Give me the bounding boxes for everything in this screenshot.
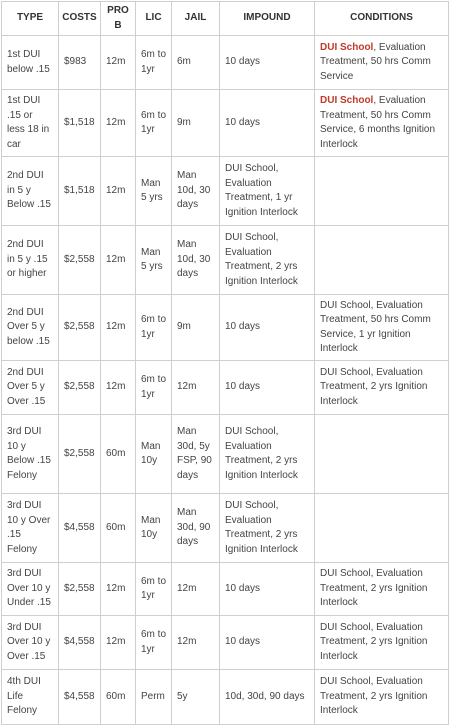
prob-cell: 12m	[101, 361, 136, 415]
lic-cell: 6m to 1yr	[136, 361, 172, 415]
conditions-cell	[315, 226, 449, 295]
prob-cell: 12m	[101, 563, 136, 616]
table-row	[2, 157, 449, 226]
type-cell: 2nd DUI in 5 y Below .15	[2, 157, 59, 226]
prob-cell: 12m	[101, 295, 136, 361]
header-conditions: CONDITIONS	[315, 2, 449, 36]
jail-cell: 12m	[172, 616, 220, 670]
type-cell: 1st DUI below .15	[2, 36, 59, 90]
conditions-text: , Evaluation Treatment, 50 hrs Comm Service, 6 months Ignition Interlock	[320, 95, 436, 150]
table-row	[2, 670, 449, 725]
impound-cell: 10 days	[220, 36, 315, 90]
costs-cell: $2,558	[59, 415, 101, 494]
header-jail: JAIL	[172, 2, 220, 36]
dui-penalties-table	[1, 1, 449, 725]
conditions-cell	[315, 157, 449, 226]
prob-cell: 60m	[101, 415, 136, 494]
costs-cell: $1,518	[59, 157, 101, 226]
costs-cell: $1,518	[59, 90, 101, 157]
header-prob: PROB	[101, 2, 136, 36]
type-cell: 2nd DUI Over 5 y below .15	[2, 295, 59, 361]
impound-cell: DUI School, Evaluation Treatment, 2 yrs Ignition Interlock	[220, 494, 315, 563]
header-costs: COSTS	[59, 2, 101, 36]
conditions-text: DUI School, Evaluation Treatment, 2 yrs Ignition Interlock	[320, 676, 428, 717]
conditions-text: , Evaluation Treatment, 50 hrs Comm Service	[320, 41, 431, 82]
header-impound: IMPOUND	[220, 2, 315, 36]
jail-cell: 6m	[172, 36, 220, 90]
table-row	[2, 616, 449, 670]
prob-cell: 12m	[101, 157, 136, 226]
conditions-text: DUI School, Evaluation Treatment, 2 yrs Ignition Interlock	[320, 568, 428, 609]
impound-cell: 10 days	[220, 90, 315, 157]
prob-cell: 12m	[101, 90, 136, 157]
costs-cell: $983	[59, 36, 101, 90]
prob-cell: 12m	[101, 36, 136, 90]
impound-cell: 10 days	[220, 361, 315, 415]
prob-cell: 12m	[101, 616, 136, 670]
conditions-text: DUI School, Evaluation Treatment, 2 yrs Ignition Interlock	[320, 621, 428, 662]
table-row	[2, 36, 449, 90]
impound-cell: 10 days	[220, 563, 315, 616]
impound-cell: DUI School, Evaluation Treatment, 2 yrs Ignition Interlock	[220, 415, 315, 494]
conditions-text: DUI School, Evaluation Treatment, 50 hrs Comm Service, 1 yr Ignition Interlock	[320, 299, 431, 354]
conditions-cell	[315, 616, 449, 670]
table-header-row	[2, 2, 449, 36]
type-cell: 3rd DUI Over 10 y Over .15	[2, 616, 59, 670]
costs-cell: $4,558	[59, 494, 101, 563]
conditions-cell	[315, 563, 449, 616]
jail-cell: 5y	[172, 670, 220, 725]
prob-cell: 60m	[101, 494, 136, 563]
impound-cell: 10d, 30d, 90 days	[220, 670, 315, 725]
table-row	[2, 494, 449, 563]
jail-cell: 9m	[172, 90, 220, 157]
jail-cell: 12m	[172, 361, 220, 415]
lic-cell: Man 5 yrs	[136, 226, 172, 295]
table-row	[2, 90, 449, 157]
type-cell: 3rd DUI Over 10 y Under .15	[2, 563, 59, 616]
jail-cell: 9m	[172, 295, 220, 361]
lic-cell: Man 10y	[136, 494, 172, 563]
conditions-cell	[315, 295, 449, 361]
lic-cell: Man 10y	[136, 415, 172, 494]
costs-cell: $2,558	[59, 295, 101, 361]
table-row	[2, 361, 449, 415]
jail-cell: 12m	[172, 563, 220, 616]
type-cell: 1st DUI .15 or less 18 in car	[2, 90, 59, 157]
lic-cell: 6m to 1yr	[136, 295, 172, 361]
type-cell: 2nd DUI in 5 y .15 or higher	[2, 226, 59, 295]
table-row	[2, 295, 449, 361]
type-cell: 3rd DUI 10 y Over .15 Felony	[2, 494, 59, 563]
type-cell: 2nd DUI Over 5 y Over .15	[2, 361, 59, 415]
costs-cell: $2,558	[59, 226, 101, 295]
dui-school-highlight: DUI School	[320, 41, 374, 53]
conditions-cell	[315, 415, 449, 494]
lic-cell: 6m to 1yr	[136, 90, 172, 157]
conditions-text: DUI School, Evaluation Treatment, 2 yrs Ignition Interlock	[320, 366, 428, 407]
conditions-cell	[315, 494, 449, 563]
jail-cell: Man 30d, 5y FSP, 90 days	[172, 415, 220, 494]
jail-cell: Man 10d, 30 days	[172, 157, 220, 226]
conditions-cell	[315, 361, 449, 415]
costs-cell: $4,558	[59, 616, 101, 670]
jail-cell: Man 30d, 90 days	[172, 494, 220, 563]
impound-cell: 10 days	[220, 616, 315, 670]
lic-cell: Perm	[136, 670, 172, 725]
conditions-cell	[315, 36, 449, 90]
conditions-cell	[315, 90, 449, 157]
table-row	[2, 415, 449, 494]
costs-cell: $2,558	[59, 563, 101, 616]
impound-cell: 10 days	[220, 295, 315, 361]
costs-cell: $2,558	[59, 361, 101, 415]
jail-cell: Man 10d, 30 days	[172, 226, 220, 295]
impound-cell: DUI School, Evaluation Treatment, 1 yr Ignition Interlock	[220, 157, 315, 226]
lic-cell: 6m to 1yr	[136, 616, 172, 670]
lic-cell: Man 5 yrs	[136, 157, 172, 226]
costs-cell: $4,558	[59, 670, 101, 725]
type-cell: 3rd DUI 10 y Below .15 Felony	[2, 415, 59, 494]
table-row	[2, 226, 449, 295]
prob-cell: 60m	[101, 670, 136, 725]
header-type: TYPE	[2, 2, 59, 36]
prob-cell: 12m	[101, 226, 136, 295]
dui-school-highlight: DUI School	[320, 95, 374, 106]
type-cell: 4th DUI Life Felony	[2, 670, 59, 725]
impound-cell: DUI School, Evaluation Treatment, 2 yrs Ignition Interlock	[220, 226, 315, 295]
conditions-cell	[315, 670, 449, 725]
lic-cell: 6m to 1yr	[136, 563, 172, 616]
table-row	[2, 563, 449, 616]
lic-cell: 6m to 1yr	[136, 36, 172, 90]
header-lic: LIC	[136, 2, 172, 36]
